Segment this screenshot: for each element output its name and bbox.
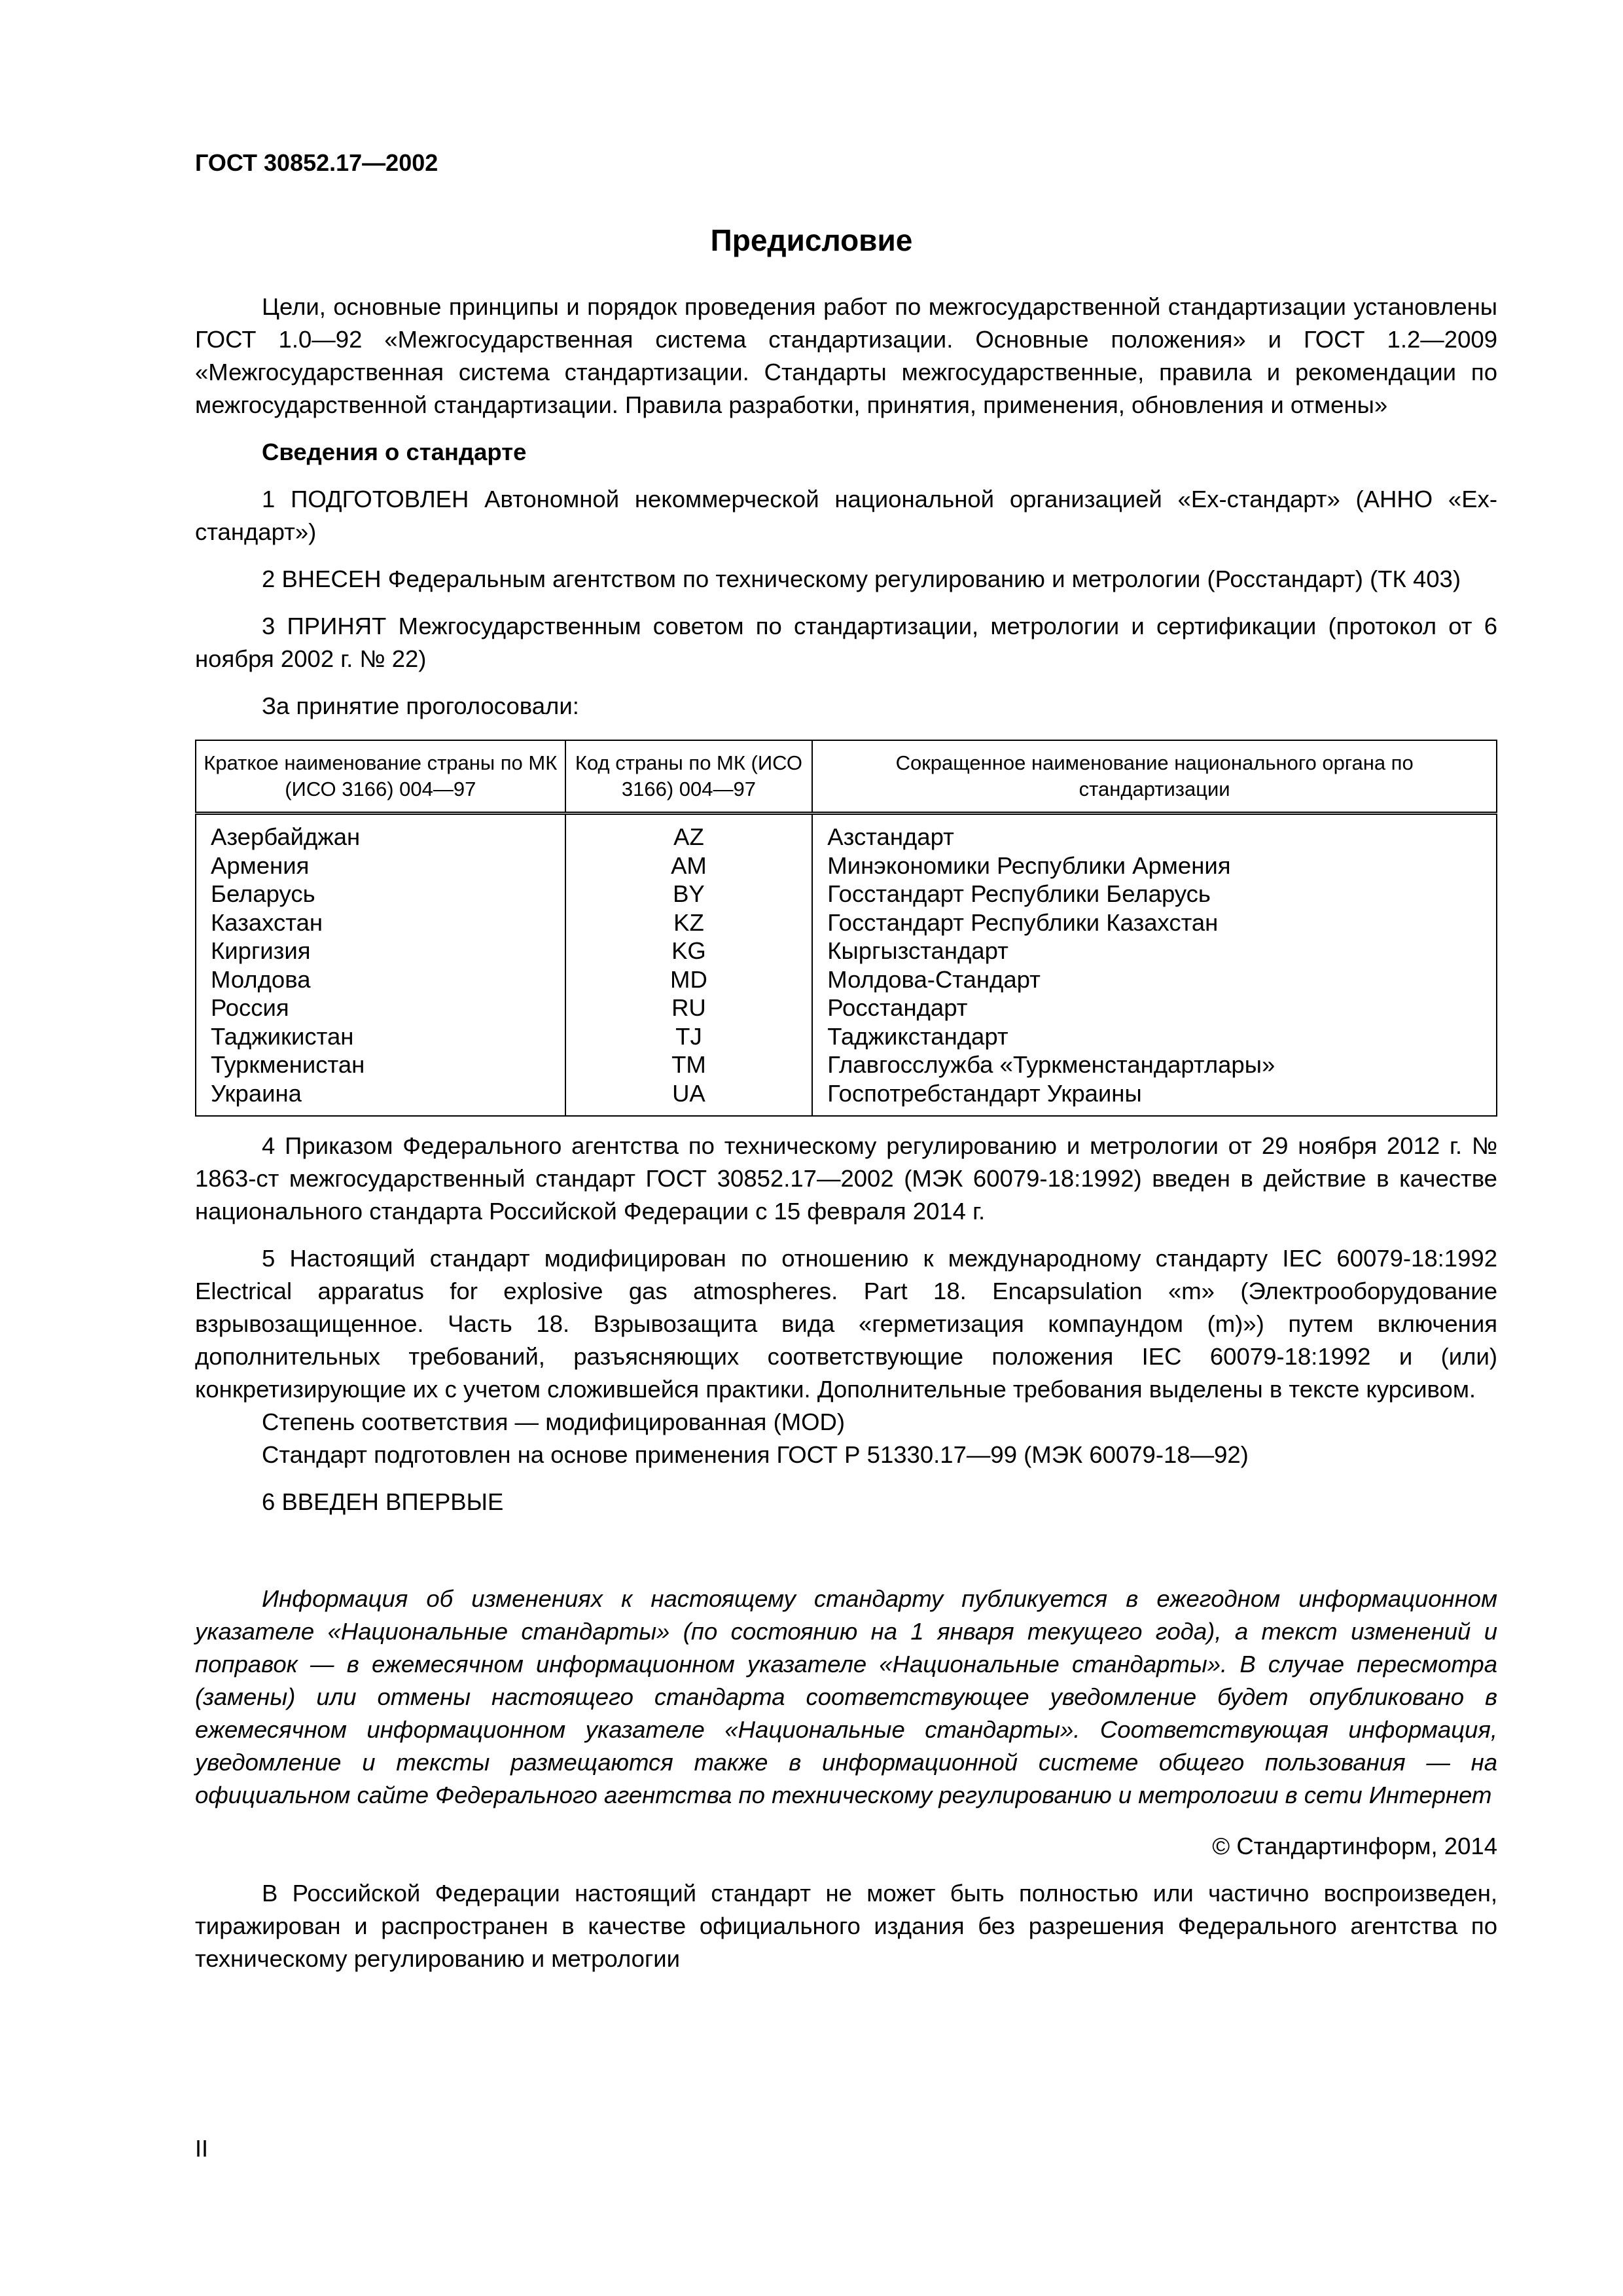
table-row	[196, 852, 1497, 880]
table-row	[196, 965, 1497, 994]
table-row	[196, 908, 1497, 937]
info-heading: Сведения о стандарте	[262, 439, 527, 465]
table-row	[196, 937, 1497, 965]
table-row	[196, 1022, 1497, 1051]
table-row	[196, 1050, 1497, 1079]
country-code: KG	[565, 937, 813, 965]
item-introduced: 2 ВНЕСЕН Федеральным агентством по техническому регулированию и метрологии (Росстандарт) (ТК 403)	[262, 565, 1461, 592]
item-first: 6 ВВЕДЕН ВПЕРВЫЕ	[262, 1488, 504, 1515]
header-country-name: Краткое наименование страны по МК (ИСО 3166) 004—97	[196, 740, 565, 814]
national-body: Молдова-Стандарт	[812, 965, 1497, 994]
country-code: AZ	[565, 814, 813, 852]
item-degree: Степень соответствия — модифицированная (MOD)	[262, 1408, 846, 1435]
country-code: KZ	[565, 908, 813, 937]
country-name: Казахстан	[196, 908, 565, 937]
country-code: UA	[565, 1079, 813, 1117]
foreword-body	[195, 291, 1497, 1975]
changes-notice: Информация об изменениях к настоящему стандарту публикуется в ежегодном информационном указателе «Национальные стандарты» (по состоянию на 1 января текущего года), а текст изменений и поправок — в ежемесячном информационном указателе «Национальные стандарты». В случае пересмотра (замены) или отмены настоящего стандарта соответствующее уведомление будет опубликовано в ежемесячном информационном указателе «Национальные стандарты». Соответствующая информация, уведомление и тексты размещаются также в информационной системе общего пользования — на официальном сайте Федерального агентства по техническому регулированию и метрологии в сети Интернет	[195, 1585, 1497, 1808]
country-name: Киргизия	[196, 937, 565, 965]
national-body: Госстандарт Республики Беларусь	[812, 880, 1497, 908]
item-basis: Стандарт подготовлен на основе применения ГОСТ Р 51330.17—99 (МЭК 60079-18—92)	[262, 1441, 1249, 1468]
page-number: II	[195, 2135, 209, 2162]
table-header-row	[196, 740, 1497, 814]
copyright: © Стандартинформ, 2014	[1212, 1833, 1497, 1859]
table-row	[196, 880, 1497, 908]
national-body: Главгосслужба «Туркменстандартлары»	[812, 1050, 1497, 1079]
country-name: Армения	[196, 852, 565, 880]
national-body: Азстандарт	[812, 814, 1497, 852]
table-row	[196, 814, 1497, 852]
country-code: BY	[565, 880, 813, 908]
national-body: Госпотребстандарт Украины	[812, 1079, 1497, 1117]
table-row	[196, 1079, 1497, 1117]
page-title: Предисловие	[710, 223, 913, 257]
item-order: 4 Приказом Федерального агентства по техническому регулированию и метрологии от 29 ноября 2012 г. № 1863-ст межгосударственный стандарт ГОСТ 30852.17—2002 (МЭК 60079-18:1992) введен в действие в качестве национального стандарта Российской Федерации с 15 февраля 2014 г.	[195, 1132, 1497, 1225]
header-national-body: Сокращенное наименование национального органа по стандартизации	[812, 740, 1497, 814]
country-code: TJ	[565, 1022, 813, 1051]
country-name: Украина	[196, 1079, 565, 1117]
country-code: MD	[565, 965, 813, 994]
national-body: Госстандарт Республики Казахстан	[812, 908, 1497, 937]
country-name: Беларусь	[196, 880, 565, 908]
country-name: Азербайджан	[196, 814, 565, 852]
standard-designation: ГОСТ 30852.17—2002	[195, 149, 438, 176]
country-name: Таджикистан	[196, 1022, 565, 1051]
national-body: Минэкономики Республики Армения	[812, 852, 1497, 880]
national-body: Таджикстандарт	[812, 1022, 1497, 1051]
voting-countries-table	[195, 740, 1497, 1117]
item-prepared: 1 ПОДГОТОВЛЕН Автономной некоммерческой национальной организацией «Ex-стандарт» (АННО «Ех-стандарт»)	[195, 486, 1497, 545]
national-body: Кыргызстандарт	[812, 937, 1497, 965]
country-code: TM	[565, 1050, 813, 1079]
country-code: RU	[565, 994, 813, 1022]
country-name: Туркменистан	[196, 1050, 565, 1079]
country-name: Россия	[196, 994, 565, 1022]
reproduction-restriction: В Российской Федерации настоящий стандарт не может быть полностью или частично воспроизведен, тиражирован и распространен в качестве официального издания без разрешения Федерального агентства по техническому регулированию и метрологии	[195, 1880, 1497, 1972]
country-name: Молдова	[196, 965, 565, 994]
voted-label: За принятие проголосовали:	[262, 692, 579, 719]
national-body: Росстандарт	[812, 994, 1497, 1022]
table-row	[196, 994, 1497, 1022]
item-modified: 5 Настоящий стандарт модифицирован по отношению к международному стандарту IEC 60079-18:1992 Electrical apparatus for explosive gas atmospheres. Part 18. Encapsulation «m» (Электрооборудование взрывозащищенное. Часть 18. Взрывозащита вида «герметизация компаундом (m)») путем включения дополнительных требований, разъясняющих соответствующие положения IEC 60079-18:1992 и (или) конкретизирующие их с учетом сложившейся практики. Дополнительные требования выделены в тексте курсивом.	[195, 1245, 1497, 1403]
header-country-code: Код страны по МК (ИСО 3166) 004—97	[565, 740, 813, 814]
item-adopted: 3 ПРИНЯТ Межгосударственным советом по стандартизации, метрологии и сертификации (протокол от 6 ноября 2002 г. № 22)	[195, 613, 1497, 672]
country-code: AM	[565, 852, 813, 880]
intro-paragraph: Цели, основные принципы и порядок проведения работ по межгосударственной стандартизации установлены ГОСТ 1.0—92 «Межгосударственная система стандартизации. Основные положения» и ГОСТ 1.2—2009 «Межгосударственная система стандартизации. Стандарты межгосударственные, правила и рекомендации по межгосударственной стандартизации. Правила разработки, принятия, применения, обновления и отмены»	[195, 293, 1497, 418]
